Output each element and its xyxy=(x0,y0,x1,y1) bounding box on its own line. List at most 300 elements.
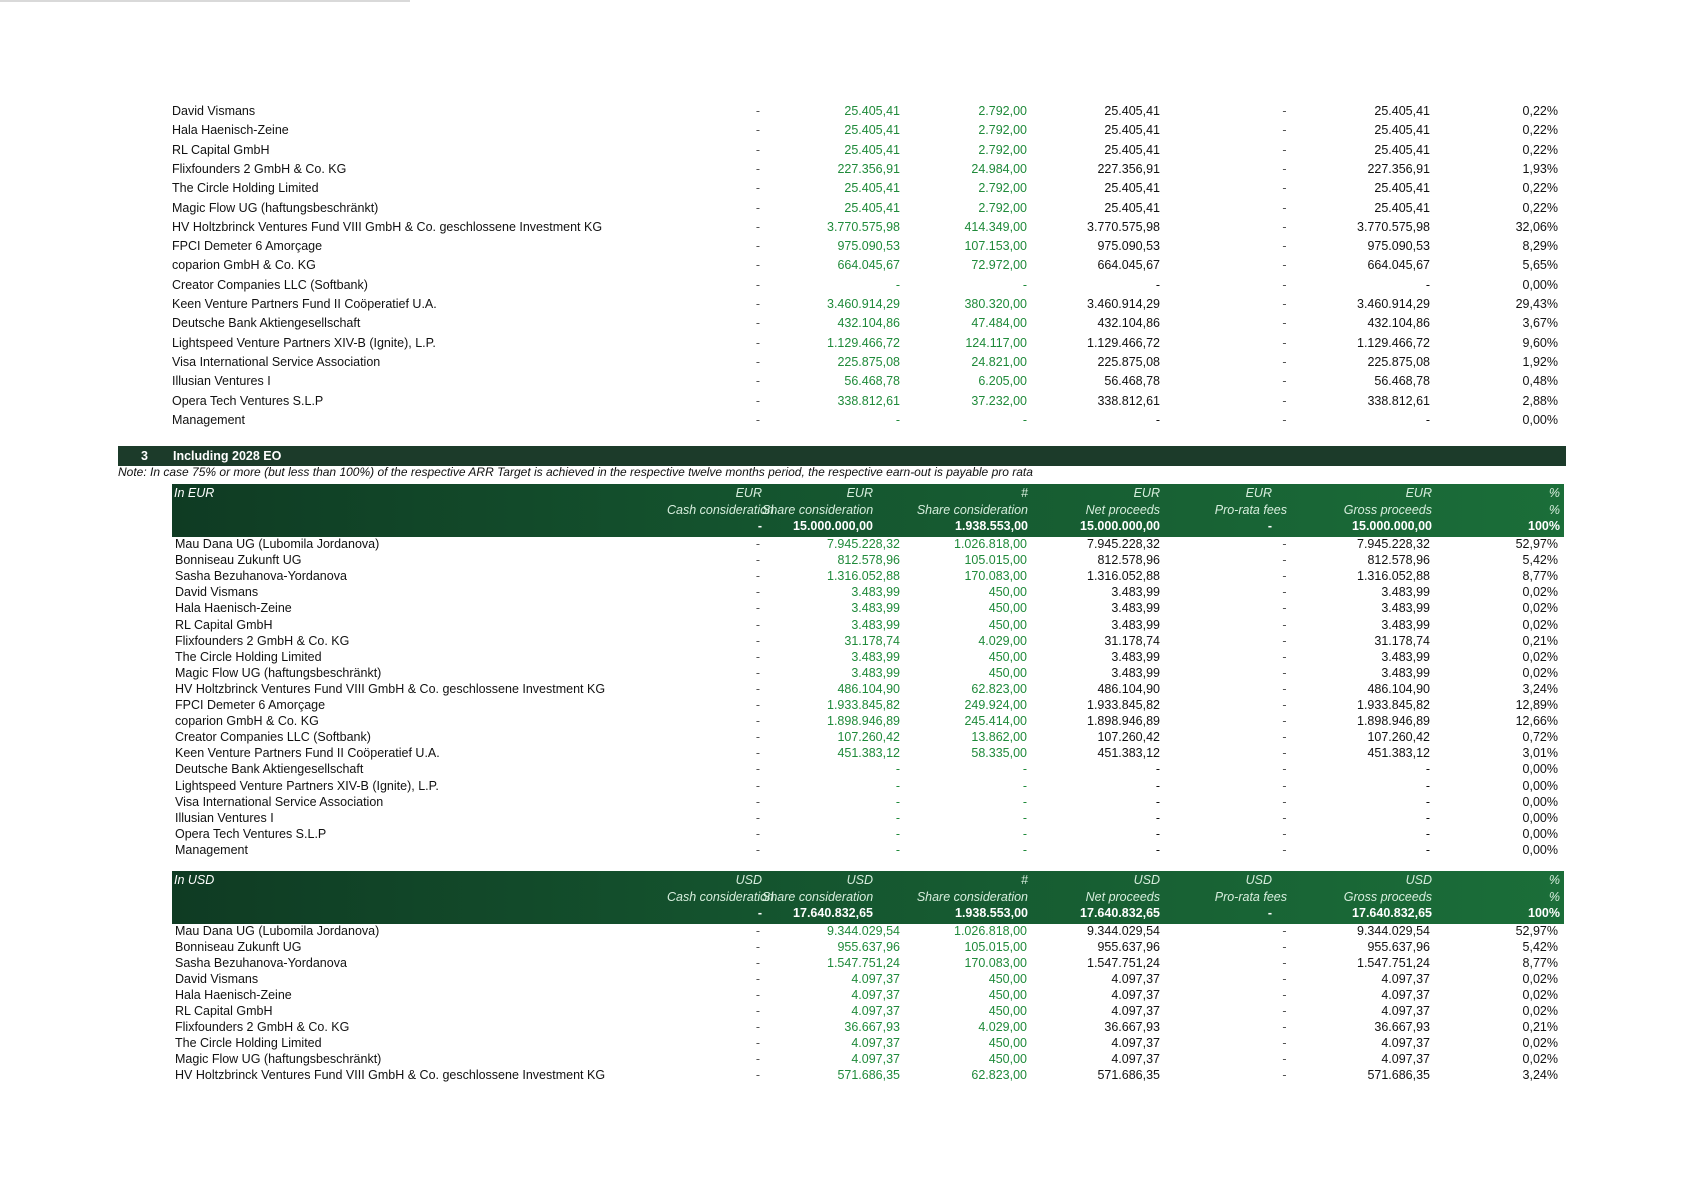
party-name: Flixfounders 2 GmbH & Co. KG xyxy=(175,633,350,648)
share-count: - xyxy=(1022,810,1027,825)
cash-consideration: - xyxy=(755,142,761,157)
table-row xyxy=(0,634,1683,650)
net-proceeds: 3.483,99 xyxy=(1111,585,1160,600)
share-count: 105.015,00 xyxy=(964,553,1027,568)
cash-consideration: - xyxy=(755,842,761,857)
cash-consideration: - xyxy=(755,988,761,1002)
party-name: Illusian Ventures I xyxy=(175,810,274,825)
pro-rata-fees: - xyxy=(1282,393,1287,408)
cash-consideration: - xyxy=(755,297,761,311)
table-row xyxy=(0,181,1683,200)
table-row xyxy=(0,355,1683,374)
gross-proceeds: - xyxy=(1425,826,1430,841)
table-row xyxy=(0,972,1683,988)
gross-proceeds: 25.405,41 xyxy=(1374,200,1430,215)
gross-proceeds: - xyxy=(1425,762,1430,777)
party-name: Sasha Bezuhanova-Yordanova xyxy=(175,956,347,970)
table-row xyxy=(0,104,1683,123)
pro-rata-fees: - xyxy=(1282,842,1287,857)
net-proceeds: - xyxy=(1155,762,1160,777)
party-name: Deutsche Bank Aktiengesellschaft xyxy=(172,316,361,331)
share-count: 2.792,00 xyxy=(978,142,1027,157)
cash-consideration: - xyxy=(755,537,761,551)
pro-rata-fees: - xyxy=(1282,617,1287,632)
cash-consideration: - xyxy=(755,200,761,215)
party-name: Lightspeed Venture Partners XIV-B (Ignite), L.P. xyxy=(172,335,436,350)
share-count: 170.083,00 xyxy=(964,956,1027,970)
table-row xyxy=(0,940,1683,956)
party-name: Deutsche Bank Aktiengesellschaft xyxy=(175,762,364,777)
ownership-pct: 0,22% xyxy=(1522,142,1558,157)
pro-rata-fees: - xyxy=(1282,335,1287,350)
eur-unit-net: EUR xyxy=(1133,486,1160,500)
eur-unit-fees: EUR xyxy=(1245,486,1272,500)
share-count: 2.792,00 xyxy=(978,200,1027,215)
net-proceeds: 9.344.029,54 xyxy=(1087,924,1160,938)
net-proceeds: 812.578,96 xyxy=(1097,553,1160,568)
table-row xyxy=(0,795,1683,811)
share-count: 2.792,00 xyxy=(978,104,1027,118)
share-consideration: 812.578,96 xyxy=(837,553,900,568)
party-name: David Vismans xyxy=(175,585,259,600)
ownership-pct: 0,00% xyxy=(1522,842,1558,857)
net-proceeds: 56.468,78 xyxy=(1104,374,1160,389)
party-name: Flixfounders 2 GmbH & Co. KG xyxy=(172,161,347,176)
usd-table-header xyxy=(172,871,1564,924)
table-row xyxy=(0,779,1683,795)
section-title: Including 2028 EO xyxy=(173,449,282,463)
eur-total-net: 15.000.000,00 xyxy=(1080,519,1160,533)
ownership-pct: 0,00% xyxy=(1522,412,1558,427)
eur-caption-pct: % xyxy=(1548,503,1560,517)
share-consideration: 3.483,99 xyxy=(851,601,900,616)
ownership-pct: 0,21% xyxy=(1522,633,1558,648)
gross-proceeds: 31.178,74 xyxy=(1374,633,1430,648)
share-consideration: 107.260,42 xyxy=(837,730,900,745)
table-row xyxy=(0,730,1683,746)
gross-proceeds: 975.090,53 xyxy=(1367,239,1430,254)
ownership-pct: 0,02% xyxy=(1522,1036,1558,1050)
ownership-pct: 8,29% xyxy=(1522,239,1558,254)
share-count: 450,00 xyxy=(988,617,1027,632)
party-name: The Circle Holding Limited xyxy=(175,649,322,664)
share-count: 450,00 xyxy=(988,585,1027,600)
pro-rata-fees: - xyxy=(1282,239,1287,254)
table-row xyxy=(0,698,1683,714)
net-proceeds: - xyxy=(1155,794,1160,809)
party-name: Hala Haenisch-Zeine xyxy=(175,601,292,616)
share-consideration: 338.812,61 xyxy=(837,393,900,408)
party-name: Creator Companies LLC (Softbank) xyxy=(172,277,368,292)
eur-total-share: 15.000.000,00 xyxy=(793,519,873,533)
net-proceeds: 25.405,41 xyxy=(1104,123,1160,138)
share-count: 1.026.818,00 xyxy=(954,537,1027,551)
share-count: - xyxy=(1022,794,1027,809)
usd-caption-net: Net proceeds xyxy=(1085,890,1160,904)
ownership-pct: 0,21% xyxy=(1522,1020,1558,1034)
pro-rata-fees: - xyxy=(1282,714,1287,729)
table-row xyxy=(0,569,1683,585)
ownership-pct: 5,42% xyxy=(1522,940,1558,954)
eur-table-label: In EUR xyxy=(174,486,215,500)
share-count: 4.029,00 xyxy=(978,1020,1027,1034)
cash-consideration: - xyxy=(755,778,761,793)
party-name: RL Capital GmbH xyxy=(175,617,273,632)
cash-consideration: - xyxy=(755,1004,761,1018)
net-proceeds: 4.097,37 xyxy=(1111,972,1160,986)
share-consideration: 3.483,99 xyxy=(851,649,900,664)
gross-proceeds: 4.097,37 xyxy=(1381,1004,1430,1018)
page-top-rule xyxy=(0,0,410,2)
cash-consideration: - xyxy=(755,649,761,664)
share-count: 24.821,00 xyxy=(971,354,1027,369)
share-count: 4.029,00 xyxy=(978,633,1027,648)
net-proceeds: 1.898.946,89 xyxy=(1087,714,1160,729)
ownership-pct: 0,22% xyxy=(1522,181,1558,196)
cash-consideration: - xyxy=(755,239,761,254)
share-consideration: 4.097,37 xyxy=(851,1036,900,1050)
usd-total-count: 1.938.553,00 xyxy=(955,906,1028,920)
table-row xyxy=(0,553,1683,569)
pro-rata-fees: - xyxy=(1282,142,1287,157)
net-proceeds: 3.460.914,29 xyxy=(1087,297,1160,311)
ownership-pct: 0,02% xyxy=(1522,649,1558,664)
share-consideration: - xyxy=(895,794,900,809)
ownership-pct: 0,22% xyxy=(1522,200,1558,215)
net-proceeds: 486.104,90 xyxy=(1097,681,1160,696)
ownership-pct: 1,93% xyxy=(1522,161,1558,176)
gross-proceeds: 3.770.575,98 xyxy=(1357,219,1430,234)
pro-rata-fees: - xyxy=(1282,730,1287,745)
table-row xyxy=(0,239,1683,258)
cash-consideration: - xyxy=(755,972,761,986)
pro-rata-fees: - xyxy=(1282,826,1287,841)
gross-proceeds: 432.104,86 xyxy=(1367,316,1430,331)
share-count: 2.792,00 xyxy=(978,123,1027,138)
share-count: - xyxy=(1022,762,1027,777)
pro-rata-fees: - xyxy=(1282,161,1287,176)
share-count: 6.205,00 xyxy=(978,374,1027,389)
party-name: Hala Haenisch-Zeine xyxy=(172,123,289,138)
pro-rata-fees: - xyxy=(1282,374,1287,389)
share-count: 105.015,00 xyxy=(964,940,1027,954)
ownership-pct: 0,00% xyxy=(1522,277,1558,292)
share-consideration: 25.405,41 xyxy=(844,123,900,138)
net-proceeds: 1.316.052,88 xyxy=(1087,569,1160,584)
cash-consideration: - xyxy=(755,746,761,761)
net-proceeds: - xyxy=(1155,277,1160,292)
pro-rata-fees: - xyxy=(1282,956,1287,970)
ownership-pct: 0,00% xyxy=(1522,826,1558,841)
cash-consideration: - xyxy=(755,617,761,632)
ownership-pct: 9,60% xyxy=(1522,335,1558,350)
cash-consideration: - xyxy=(755,794,761,809)
pro-rata-fees: - xyxy=(1282,123,1287,138)
ownership-pct: 8,77% xyxy=(1522,569,1558,584)
net-proceeds: - xyxy=(1155,778,1160,793)
gross-proceeds: 664.045,67 xyxy=(1367,258,1430,273)
share-consideration: - xyxy=(895,762,900,777)
cash-consideration: - xyxy=(755,354,761,369)
net-proceeds: 571.686,35 xyxy=(1097,1068,1160,1082)
share-count: 2.792,00 xyxy=(978,181,1027,196)
pro-rata-fees: - xyxy=(1282,585,1287,600)
share-consideration: 432.104,86 xyxy=(837,316,900,331)
gross-proceeds: 9.344.029,54 xyxy=(1357,924,1430,938)
gross-proceeds: 955.637,96 xyxy=(1367,940,1430,954)
share-consideration: 4.097,37 xyxy=(851,988,900,1002)
cash-consideration: - xyxy=(755,219,761,234)
net-proceeds: 36.667,93 xyxy=(1104,1020,1160,1034)
table-row xyxy=(0,924,1683,940)
usd-total-share: 17.640.832,65 xyxy=(793,906,873,920)
party-name: Hala Haenisch-Zeine xyxy=(175,988,292,1002)
ownership-pct: 0,00% xyxy=(1522,794,1558,809)
pro-rata-fees: - xyxy=(1282,778,1287,793)
net-proceeds: 3.483,99 xyxy=(1111,649,1160,664)
share-consideration: - xyxy=(895,826,900,841)
net-proceeds: 451.383,12 xyxy=(1097,746,1160,761)
ownership-pct: 0,02% xyxy=(1522,988,1558,1002)
net-proceeds: 25.405,41 xyxy=(1104,181,1160,196)
table-row xyxy=(0,843,1683,859)
pro-rata-fees: - xyxy=(1282,181,1287,196)
net-proceeds: 4.097,37 xyxy=(1111,1036,1160,1050)
usd-unit-gross: USD xyxy=(1405,873,1432,887)
share-count: 1.026.818,00 xyxy=(954,924,1027,938)
share-consideration: 3.483,99 xyxy=(851,585,900,600)
gross-proceeds: 812.578,96 xyxy=(1367,553,1430,568)
party-name: Magic Flow UG (haftungsbeschränkt) xyxy=(175,665,382,680)
party-name: The Circle Holding Limited xyxy=(172,181,319,196)
share-consideration: 7.945.228,32 xyxy=(827,537,900,551)
usd-unit-net: USD xyxy=(1133,873,1160,887)
ownership-pct: 5,65% xyxy=(1522,258,1558,273)
share-consideration: 1.933.845,82 xyxy=(827,698,900,712)
net-proceeds: 3.483,99 xyxy=(1111,665,1160,680)
cash-consideration: - xyxy=(755,924,761,938)
gross-proceeds: 4.097,37 xyxy=(1381,1036,1430,1050)
net-proceeds: 3.483,99 xyxy=(1111,601,1160,616)
usd-total-fees: - xyxy=(1267,906,1272,920)
share-consideration: 25.405,41 xyxy=(844,142,900,157)
gross-proceeds: 7.945.228,32 xyxy=(1357,537,1430,551)
cash-consideration: - xyxy=(755,1036,761,1050)
cash-consideration: - xyxy=(755,681,761,696)
pro-rata-fees: - xyxy=(1282,537,1287,551)
party-name: Magic Flow UG (haftungsbeschränkt) xyxy=(172,200,379,215)
ownership-pct: 32,06% xyxy=(1515,219,1558,234)
pro-rata-fees: - xyxy=(1282,354,1287,369)
gross-proceeds: 25.405,41 xyxy=(1374,123,1430,138)
pro-rata-fees: - xyxy=(1282,219,1287,234)
party-name: David Vismans xyxy=(175,972,259,986)
table-row xyxy=(0,1020,1683,1036)
pro-rata-fees: - xyxy=(1282,924,1287,938)
table-row xyxy=(0,650,1683,666)
share-count: - xyxy=(1022,277,1027,292)
table-row xyxy=(0,278,1683,297)
net-proceeds: - xyxy=(1155,810,1160,825)
share-count: 450,00 xyxy=(988,1004,1027,1018)
table-row xyxy=(0,537,1683,553)
party-name: HV Holtzbrinck Ventures Fund VIII GmbH & Co. geschlossene Investment KG xyxy=(175,1068,606,1082)
net-proceeds: 107.260,42 xyxy=(1097,730,1160,745)
gross-proceeds: - xyxy=(1425,277,1430,292)
pro-rata-fees: - xyxy=(1282,633,1287,648)
party-name: Opera Tech Ventures S.L.P xyxy=(175,826,327,841)
net-proceeds: 4.097,37 xyxy=(1111,1004,1160,1018)
pro-rata-fees: - xyxy=(1282,258,1287,273)
ownership-pct: 0,72% xyxy=(1522,730,1558,745)
net-proceeds: 3.483,99 xyxy=(1111,617,1160,632)
usd-total-cash: - xyxy=(757,906,763,920)
net-proceeds: 955.637,96 xyxy=(1097,940,1160,954)
pro-rata-fees: - xyxy=(1282,810,1287,825)
section-header xyxy=(118,446,1566,466)
share-count: 450,00 xyxy=(988,601,1027,616)
ownership-pct: 0,02% xyxy=(1522,585,1558,600)
share-count: 450,00 xyxy=(988,972,1027,986)
net-proceeds: 432.104,86 xyxy=(1097,316,1160,331)
net-proceeds: 1.547.751,24 xyxy=(1087,956,1160,970)
net-proceeds: 1.933.845,82 xyxy=(1087,698,1160,712)
eur-total-fees: - xyxy=(1267,519,1272,533)
table-row xyxy=(0,1036,1683,1052)
eur-total-pct: 100% xyxy=(1528,519,1560,533)
share-consideration: 25.405,41 xyxy=(844,104,900,118)
ownership-pct: 52,97% xyxy=(1515,537,1558,551)
ownership-pct: 3,24% xyxy=(1522,1068,1558,1082)
net-proceeds: 25.405,41 xyxy=(1104,142,1160,157)
share-count: - xyxy=(1022,826,1027,841)
cash-consideration: - xyxy=(755,730,761,745)
pro-rata-fees: - xyxy=(1282,681,1287,696)
pro-rata-fees: - xyxy=(1282,316,1287,331)
ownership-pct: 29,43% xyxy=(1515,297,1558,311)
net-proceeds: 25.405,41 xyxy=(1104,104,1160,118)
gross-proceeds: 56.468,78 xyxy=(1374,374,1430,389)
party-name: Management xyxy=(172,412,245,427)
share-consideration: 4.097,37 xyxy=(851,972,900,986)
table-row xyxy=(0,413,1683,432)
share-consideration: 56.468,78 xyxy=(844,374,900,389)
pro-rata-fees: - xyxy=(1282,601,1287,616)
eur-unit-cash: EUR xyxy=(735,486,762,500)
pro-rata-fees: - xyxy=(1282,104,1287,118)
eur-caption-count: Share consideration xyxy=(916,503,1028,517)
ownership-pct: 0,22% xyxy=(1522,104,1558,118)
table-row xyxy=(0,827,1683,843)
usd-total-pct: 100% xyxy=(1528,906,1560,920)
pro-rata-fees: - xyxy=(1282,794,1287,809)
table-row xyxy=(0,956,1683,972)
net-proceeds: - xyxy=(1155,842,1160,857)
share-consideration: 571.686,35 xyxy=(837,1068,900,1082)
table-row xyxy=(0,394,1683,413)
share-count: - xyxy=(1022,842,1027,857)
share-consideration: 975.090,53 xyxy=(837,239,900,254)
ownership-pct: 0,00% xyxy=(1522,762,1558,777)
party-name: Sasha Bezuhanova-Yordanova xyxy=(175,569,347,584)
party-name: RL Capital GmbH xyxy=(172,142,270,157)
usd-caption-count: Share consideration xyxy=(916,890,1028,904)
table-row xyxy=(0,988,1683,1004)
cash-consideration: - xyxy=(755,1020,761,1034)
table-row xyxy=(0,1004,1683,1020)
table-row xyxy=(0,746,1683,762)
share-consideration: 3.460.914,29 xyxy=(827,297,900,311)
cash-consideration: - xyxy=(755,181,761,196)
party-name: RL Capital GmbH xyxy=(175,1004,273,1018)
cash-consideration: - xyxy=(755,956,761,970)
pro-rata-fees: - xyxy=(1282,297,1287,311)
gross-proceeds: 1.316.052,88 xyxy=(1357,569,1430,584)
gross-proceeds: 227.356,91 xyxy=(1367,161,1430,176)
table-row xyxy=(0,374,1683,393)
share-count: 124.117,00 xyxy=(965,335,1027,350)
gross-proceeds: - xyxy=(1425,794,1430,809)
usd-caption-fees: Pro-rata fees xyxy=(1214,890,1287,904)
share-consideration: 664.045,67 xyxy=(837,258,900,273)
pro-rata-fees: - xyxy=(1282,649,1287,664)
table-row xyxy=(0,201,1683,220)
cash-consideration: - xyxy=(755,335,761,350)
eur-caption-share: Share consideration xyxy=(762,503,874,517)
table-row xyxy=(0,162,1683,181)
ownership-pct: 3,24% xyxy=(1522,681,1558,696)
pro-rata-fees: - xyxy=(1282,940,1287,954)
net-proceeds: 227.356,91 xyxy=(1097,161,1160,176)
usd-caption-pct: % xyxy=(1548,890,1560,904)
share-consideration: 25.405,41 xyxy=(844,200,900,215)
net-proceeds: - xyxy=(1155,826,1160,841)
net-proceeds: 225.875,08 xyxy=(1097,354,1160,369)
cash-consideration: - xyxy=(755,810,761,825)
gross-proceeds: - xyxy=(1425,842,1430,857)
net-proceeds: 975.090,53 xyxy=(1097,239,1160,254)
party-name: coparion GmbH & Co. KG xyxy=(172,258,316,273)
cash-consideration: - xyxy=(755,601,761,616)
cash-consideration: - xyxy=(755,569,761,584)
share-count: 47.484,00 xyxy=(971,316,1027,331)
usd-caption-gross: Gross proceeds xyxy=(1343,890,1432,904)
table-row xyxy=(0,666,1683,682)
share-count: 450,00 xyxy=(988,1036,1027,1050)
gross-proceeds: - xyxy=(1425,810,1430,825)
ownership-pct: 3,67% xyxy=(1522,316,1558,331)
cash-consideration: - xyxy=(755,161,761,176)
table-row xyxy=(0,316,1683,335)
ownership-pct: 0,02% xyxy=(1522,665,1558,680)
share-count: 450,00 xyxy=(988,649,1027,664)
table-row xyxy=(0,811,1683,827)
net-proceeds: 7.945.228,32 xyxy=(1087,537,1160,551)
usd-caption-share: Share consideration xyxy=(762,890,874,904)
usd-total-gross: 17.640.832,65 xyxy=(1352,906,1432,920)
table-row xyxy=(0,1052,1683,1068)
party-name: Magic Flow UG (haftungsbeschränkt) xyxy=(175,1052,382,1066)
eur-table-header xyxy=(172,484,1564,537)
share-consideration: 3.770.575,98 xyxy=(827,219,900,234)
eur-unit-pct: % xyxy=(1548,486,1560,500)
pro-rata-fees: - xyxy=(1282,1020,1287,1034)
table-row xyxy=(0,297,1683,316)
share-count: 450,00 xyxy=(988,988,1027,1002)
usd-unit-count: # xyxy=(1021,873,1028,887)
cash-consideration: - xyxy=(755,277,761,292)
usd-unit-cash: USD xyxy=(735,873,762,887)
